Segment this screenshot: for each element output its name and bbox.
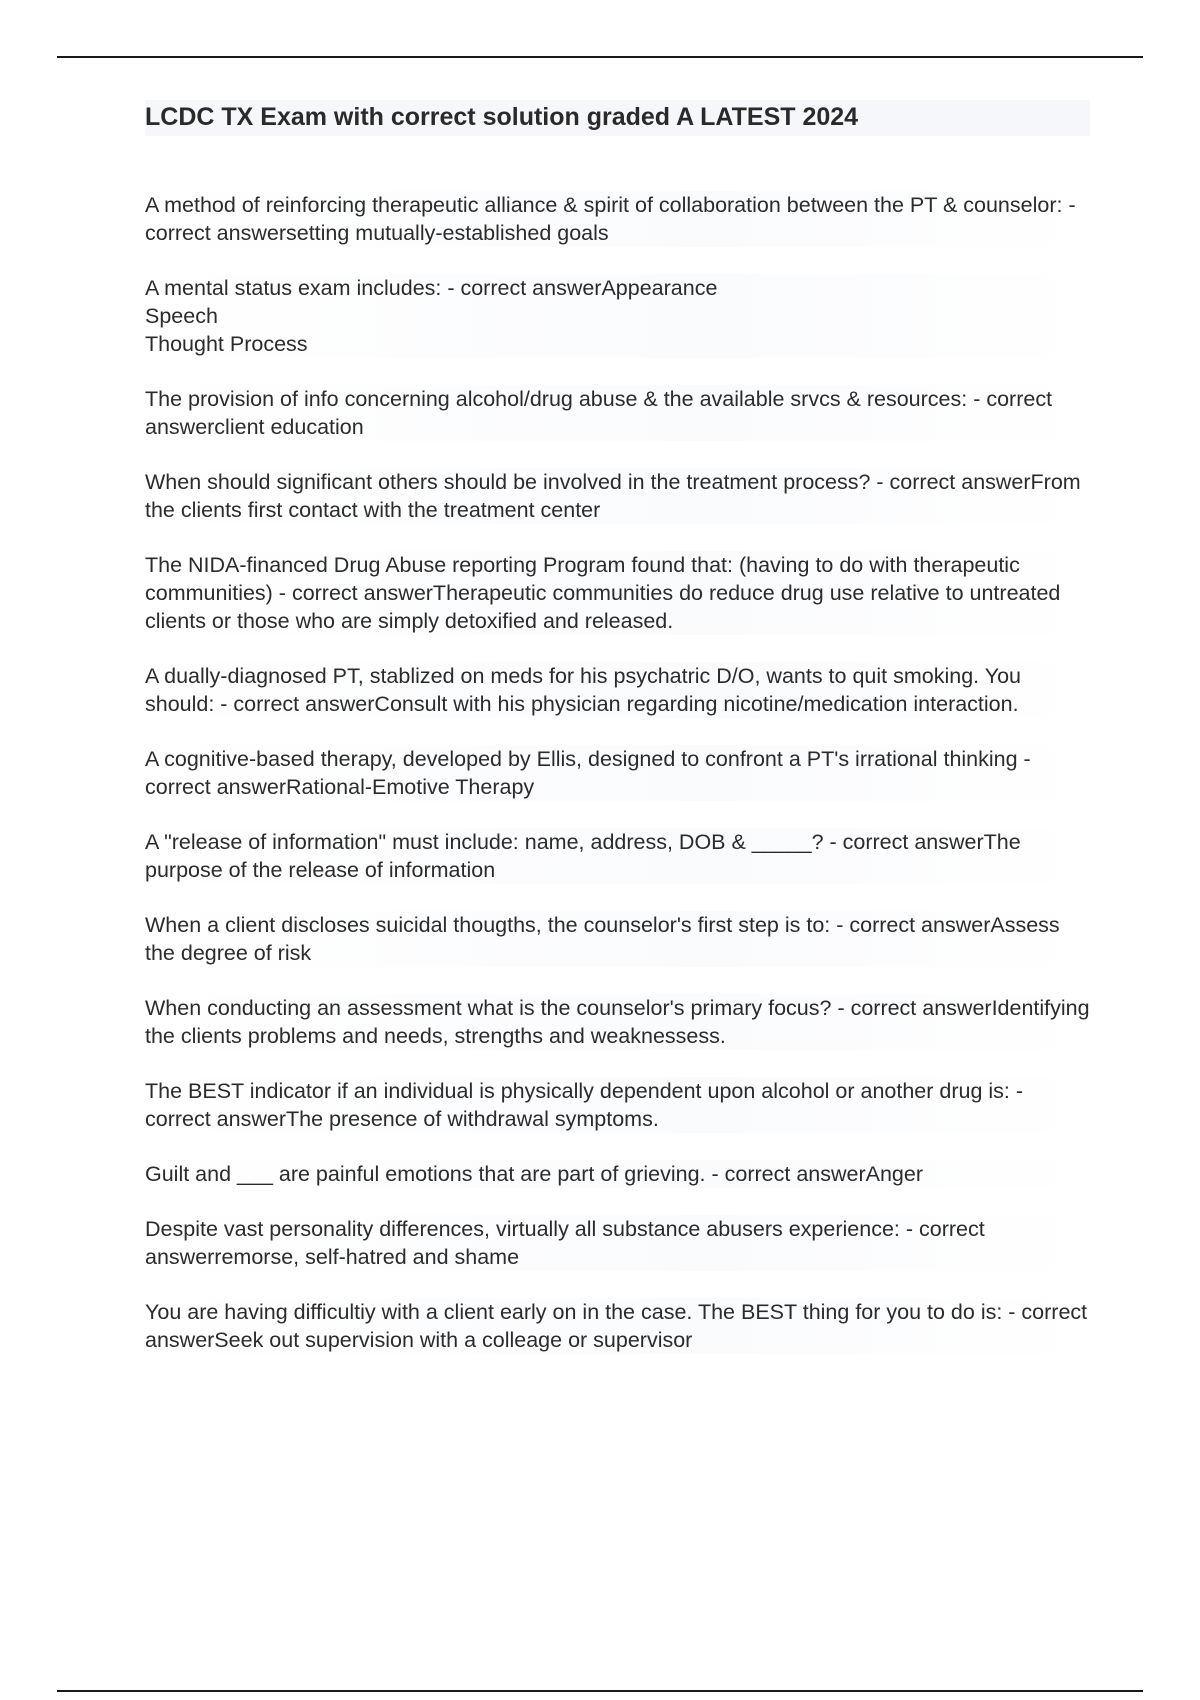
- qa-item-13: Despite vast personality differences, virtually all substance abusers experience: - correct answerremorse, self-hatred and shame: [145, 1215, 1090, 1271]
- qa-item-10: When conducting an assessment what is the counselor's primary focus? - correct answerIdentifying the clients problems and needs, strengths and weaknessess.: [145, 996, 1090, 1048]
- bottom-rule: [57, 1690, 1143, 1692]
- qa-item-2: A mental status exam includes: - correct answerAppearance Speech Thought Process: [145, 274, 1090, 358]
- qa-item-8: A "release of information" must include: name, address, DOB & _____? - correct answerThe purpose of the release of information: [145, 828, 1090, 884]
- document-body: [145, 100, 1090, 1381]
- qa-item-1: A method of reinforcing therapeutic alliance & spirit of collaboration between the PT & counselor: - correct answersetting mutually-established goals: [145, 191, 1090, 247]
- qa-item-11: The BEST indicator if an individual is physically dependent upon alcohol or another drug is: - correct answerThe presence of withdrawal symptoms.: [145, 1077, 1090, 1133]
- qa-item-9: When a client discloses suicidal thougths, the counselor's first step is to: - correct answerAssess the degree of risk: [145, 911, 1090, 967]
- qa-item-4: When should significant others should be involved in the treatment process? - correct answerFrom the clients first contact with the treatment center: [145, 468, 1090, 524]
- qa-item-14: You are having difficultiy with a client early on in the case. The BEST thing for you to do is: - correct answerSeek out supervision with a colleage or supervisor: [145, 1298, 1090, 1354]
- qa-item-3: The provision of info concerning alcohol/drug abuse & the available srvcs & resources: - correct answerclient education: [145, 385, 1090, 441]
- qa-item-5: The NIDA-financed Drug Abuse reporting Program found that: (having to do with therapeutic communities) - correct answerTherapeutic communities do reduce drug use relative to untreated clients or those who are simply detoxified and released.: [145, 551, 1090, 635]
- qa-item-6: A dually-diagnosed PT, stablized on meds for his psychatric D/O, wants to quit smoking. You should: - correct answerConsult with his physician regarding nicotine/medication interaction.: [145, 662, 1090, 718]
- qa-item-12: Guilt and ___ are painful emotions that are part of grieving. - correct answerAnger: [145, 1160, 1090, 1188]
- document-title: LCDC TX Exam with correct solution graded A LATEST 2024: [145, 100, 1090, 136]
- qa-list: [145, 191, 1090, 1354]
- top-rule: [57, 56, 1143, 58]
- qa-item-7: A cognitive-based therapy, developed by Ellis, designed to confront a PT's irrational thinking - correct answerRational-Emotive Therapy: [145, 745, 1090, 801]
